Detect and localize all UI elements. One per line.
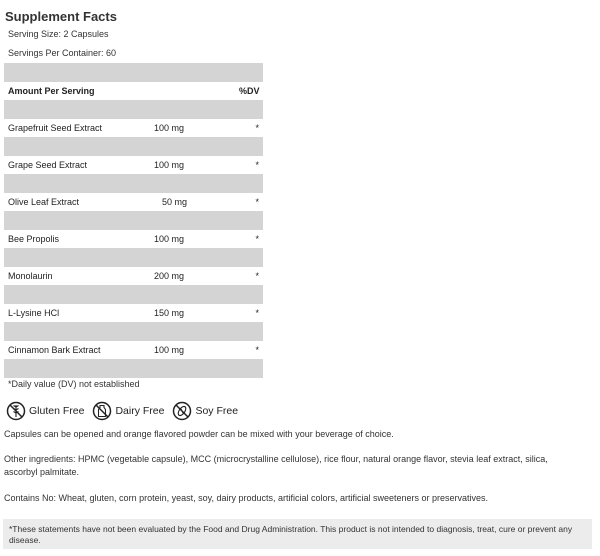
ingredient-row xyxy=(4,193,263,211)
ingredient-amount: 100 mg xyxy=(154,234,185,244)
dv-footnote: *Daily value (DV) not established xyxy=(8,379,140,389)
serving-size: Serving Size: 2 Capsules xyxy=(8,29,109,39)
badge-label: Gluten Free xyxy=(29,405,85,417)
allergen-badges xyxy=(6,401,238,421)
divider-bar xyxy=(4,248,263,267)
ingredient-name: Bee Propolis xyxy=(8,234,60,244)
gluten-free-icon xyxy=(6,401,26,421)
ingredient-row xyxy=(4,304,263,322)
dairy-free-icon xyxy=(92,401,112,421)
badge-label: Soy Free xyxy=(195,405,239,417)
capsules-note: Capsules can be opened and orange flavored powder can be mixed with your beverage of choice. xyxy=(4,429,394,439)
ingredient-dv: * xyxy=(255,271,259,281)
ingredient-amount: 150 mg xyxy=(154,308,185,318)
ingredient-dv: * xyxy=(255,308,259,318)
ingredient-dv: * xyxy=(255,160,259,170)
servings-per-container: Servings Per Container: 60 xyxy=(8,48,117,58)
ingredient-name: L-Lysine HCl xyxy=(8,308,60,318)
ingredient-row xyxy=(4,119,263,137)
facts-title: Supplement Facts xyxy=(5,9,117,24)
facts-header-row xyxy=(4,82,263,100)
ingredient-row xyxy=(4,230,263,248)
header-amount-per-serving: Amount Per Serving xyxy=(8,86,95,96)
ingredient-row xyxy=(4,341,263,359)
ingredient-dv: * xyxy=(255,123,259,133)
divider-bar xyxy=(4,322,263,341)
ingredient-name: Grape Seed Extract xyxy=(8,160,88,170)
divider-bar xyxy=(4,359,263,378)
badge-soy-free xyxy=(172,401,238,421)
other-ingredients: Other ingredients: HPMC (vegetable capsule), MCC (microcrystalline cellulose), rice flour, natural orange flavor, stevia leaf extract, silica, ascorbyl palmitate. xyxy=(4,454,548,477)
ingredient-name: Olive Leaf Extract xyxy=(8,197,80,207)
ingredient-amount: 100 mg xyxy=(154,345,185,355)
ingredient-amount: 100 mg xyxy=(154,123,185,133)
supplement-facts-panel xyxy=(4,0,263,378)
ingredient-dv: * xyxy=(255,197,259,207)
soy-free-icon xyxy=(172,401,192,421)
ingredient-dv: * xyxy=(255,234,259,244)
divider-bar xyxy=(4,137,263,156)
divider-bar xyxy=(4,100,263,119)
ingredient-row xyxy=(4,267,263,285)
ingredient-dv: * xyxy=(255,345,259,355)
divider-bar xyxy=(4,211,263,230)
divider-bar xyxy=(4,174,263,193)
fda-disclaimer: *These statements have not been evaluated by the Food and Drug Administration. This product is not intended to diagnosis, treat, cure or prevent any disease. xyxy=(3,519,592,549)
ingredient-name: Grapefruit Seed Extract xyxy=(8,123,103,133)
ingredient-name: Monolaurin xyxy=(8,271,53,281)
contains-no: Contains No: Wheat, gluten, corn protein, yeast, soy, dairy products, artificial colors, artificial sweeteners or preservatives. xyxy=(4,493,489,503)
badge-gluten-free xyxy=(6,401,84,421)
badge-label: Dairy Free xyxy=(115,405,165,417)
ingredient-amount: 100 mg xyxy=(154,160,185,170)
ingredient-row xyxy=(4,156,263,174)
divider-bar xyxy=(4,63,263,82)
divider-bar xyxy=(4,285,263,304)
badge-dairy-free xyxy=(92,401,164,421)
header-dv: %DV xyxy=(239,86,260,96)
ingredient-amount: 50 mg xyxy=(162,197,188,207)
ingredient-name: Cinnamon Bark Extract xyxy=(8,345,101,355)
ingredient-amount: 200 mg xyxy=(154,271,185,281)
